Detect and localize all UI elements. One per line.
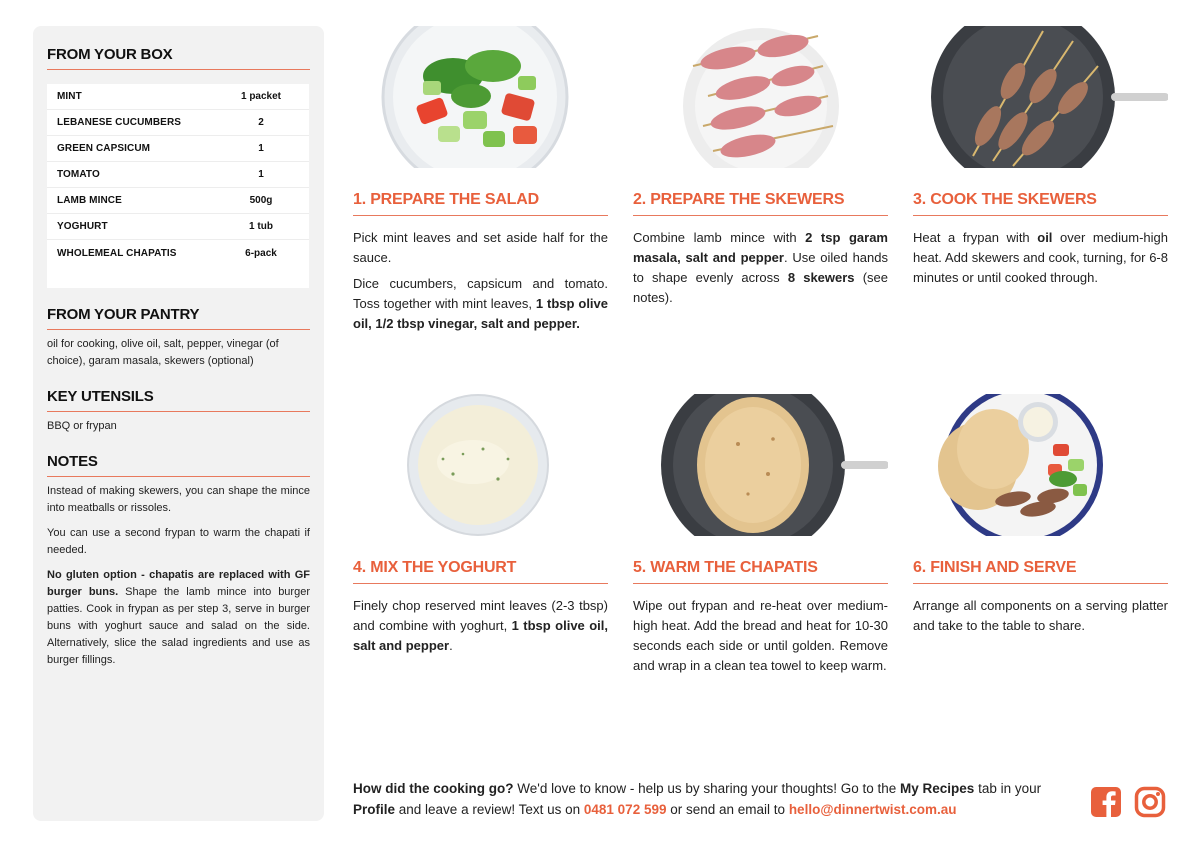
ingredient-qty: 500g: [249, 195, 273, 206]
footer-text: and leave a review! Text us on: [395, 802, 584, 817]
footer-text: or send an email to: [666, 802, 789, 817]
step-text: . Use oiled hands to shape evenly across: [633, 250, 888, 285]
step-2-title: 2. PREPARE THE SKEWERS: [633, 191, 888, 216]
step-text: .: [449, 638, 453, 653]
my-recipes-link[interactable]: My Recipes: [900, 781, 975, 796]
step-text: (see notes).: [633, 270, 889, 305]
pantry-section: [47, 306, 310, 370]
frypan-skewers-image: [913, 26, 1168, 168]
step-text: over medium-high heat. Add skewers and cook, turning, for 6-8 minutes or until cooked through.: [913, 230, 1169, 285]
step-text: Finely chop reserved mint leaves (2-3 tbsp) and combine with yoghurt,: [353, 598, 608, 633]
step-text: Dice cucumbers, capsicum and tomato. Toss together with mint leaves,: [353, 276, 608, 311]
utensils-section: [47, 388, 310, 435]
utensils-heading: KEY UTENSILS: [47, 388, 310, 412]
footer-question: How did the cooking go?: [353, 781, 514, 796]
step-bold: 2 tsp garam masala, salt and pepper: [633, 230, 888, 265]
footer-text: tab in your: [974, 781, 1042, 796]
step-5-body: [633, 596, 888, 676]
ingredient-name: GREEN CAPSICUM: [57, 143, 151, 154]
raw-skewers-image: [633, 26, 888, 168]
ingredient-row: [47, 162, 309, 188]
sidebar: [33, 26, 324, 821]
step-3-para: [913, 228, 1168, 288]
ingredient-qty: 1: [258, 169, 264, 180]
step-text: Heat a frypan with: [913, 230, 1038, 245]
pantry-heading: FROM YOUR PANTRY: [47, 306, 310, 330]
ingredient-name: MINT: [57, 91, 82, 102]
step-bold: oil: [1037, 230, 1053, 245]
from-your-box-heading: FROM YOUR BOX: [47, 46, 310, 70]
ingredient-qty: 1 packet: [240, 91, 282, 102]
note-text: [47, 567, 310, 669]
ingredient-qty: 6-pack: [245, 247, 277, 259]
ingredient-name: LEBANESE CUCUMBERS: [57, 117, 182, 128]
step-1-para: [353, 274, 608, 334]
profile-link[interactable]: Profile: [353, 802, 396, 817]
step-4-para: [353, 596, 608, 656]
ingredient-name: LAMB MINCE: [57, 195, 122, 206]
step-6-title: 6. FINISH AND SERVE: [913, 559, 1168, 584]
step-bold: 8 skewers: [787, 270, 855, 285]
ingredient-row: [47, 214, 309, 240]
ingredient-qty: 1 tub: [249, 221, 273, 232]
step-3-title: 3. COOK THE SKEWERS: [913, 191, 1168, 216]
ingredient-row: [47, 84, 309, 110]
feedback-footer: [353, 778, 1073, 820]
note-bold: No gluten option - chapatis are replaced with GF burger buns.: [47, 569, 310, 598]
ingredient-name: WHOLEMEAL CHAPATIS: [57, 247, 177, 259]
step-6-body: [913, 596, 1168, 636]
step-bold: 1 tbsp olive oil, 1/2 tbsp vinegar, salt and pepper.: [353, 296, 608, 331]
pantry-text: oil for cooking, olive oil, salt, pepper, vinegar (of choice), garam masala, skewers (optional): [47, 338, 279, 367]
ingredient-row: [47, 136, 309, 162]
step-2-body: [633, 228, 888, 308]
utensils-text: BBQ or frypan: [47, 420, 117, 432]
step-5-title: 5. WARM THE CHAPATIS: [633, 559, 888, 584]
ingredient-row: [47, 188, 309, 214]
step-1-title: 1. PREPARE THE SALAD: [353, 191, 608, 216]
phone-link[interactable]: 0481 072 599: [583, 802, 667, 817]
ingredient-qty: 1: [258, 143, 264, 154]
step-text: Combine lamb mince with: [633, 230, 806, 245]
ingredient-row: [47, 110, 309, 136]
step-2-para: [633, 228, 888, 308]
step-3-body: [913, 228, 1168, 288]
ingredient-name: TOMATO: [57, 169, 100, 180]
note-text: Instead of making skewers, you can shape the mince into meatballs or rissoles.: [47, 485, 310, 514]
email-link[interactable]: hello@dinnertwist.com.au: [788, 802, 957, 817]
notes-heading: NOTES: [47, 453, 310, 477]
notes-section: [47, 453, 310, 669]
step-1-para: Pick mint leaves and set aside half for the sauce.: [353, 230, 608, 265]
facebook-icon[interactable]: [1090, 786, 1122, 818]
serving-platter-image: [913, 394, 1168, 536]
step-1-body: [353, 228, 608, 334]
ingredient-qty: 2: [258, 117, 264, 128]
step-bold: 1 tbsp olive oil, salt and pepper: [353, 618, 608, 653]
step-4-title: 4. MIX THE YOGHURT: [353, 559, 608, 584]
ingredient-row: [47, 240, 309, 266]
instagram-icon[interactable]: [1134, 786, 1166, 818]
salad-bowl-image: [353, 26, 608, 168]
step-6-para: Arrange all components on a serving platter and take to the table to share.: [913, 598, 1168, 633]
note-rest: Shape the lamb mince into burger patties. Cook in frypan as per step 3, serve in burger buns with yoghurt sauce and salad on the side. Alternatively, slice the salad ingredients and use as burger fillings.: [47, 586, 310, 666]
ingredients-table: [47, 84, 309, 288]
chapati-pan-image: [633, 394, 888, 536]
step-5-para: Wipe out frypan and re-heat over medium-high heat. Add the bread and heat for 10-30 seconds each side or until golden. Remove and wrap in a clean tea towel to keep warm.: [633, 598, 888, 673]
footer-text: We'd love to know - help us by sharing your thoughts! Go to the: [513, 781, 901, 796]
yoghurt-bowl-image: [353, 394, 608, 536]
ingredient-name: YOGHURT: [57, 221, 108, 232]
step-4-body: [353, 596, 608, 656]
note-text: You can use a second frypan to warm the chapati if needed.: [47, 527, 310, 556]
